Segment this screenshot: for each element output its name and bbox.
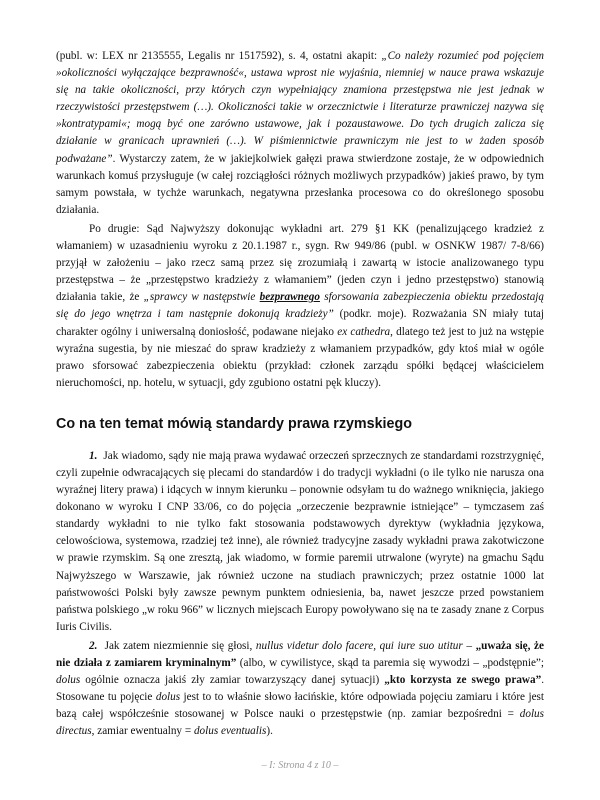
latin-term: dolus directus (56, 708, 544, 738)
text-segment: (podkr. moje). Rozważania SN miały tutaj charakter ogólny i uniwersalną doniosłość, podawane niejako (56, 308, 544, 338)
latin-maxim: nullus videtur dolo facere, qui iure suo utitur (255, 639, 463, 652)
text-segment: (publ. w: LEX nr 2135555, Legalis nr 1517592), s. 4, ostatni akapit: (56, 50, 382, 62)
text-segment: . Wystarczy zatem, że w jakiejkolwiek gałęzi prawa stwierdzone zostaje, że w odpowiednich warunkach komuś przysługuje (w całej rozciągłości różnych możliwych przypadków) jakieś prawo, by tym samym powstała, w tychże warunkach, negatywna przesłanka procesowa co do określonego sposobu działania. (56, 152, 544, 216)
emphasized-word: bezprawnego (259, 291, 320, 304)
text-segment: ). (266, 725, 273, 738)
text-segment: jest to to właśnie słowo łacińskie, które odpowiada pojęciu zamiaru i które jest bazą całej współcześnie stosowanej w Polsce nauki o przestępstwie (np. zamiar bezpośredni = (56, 691, 545, 721)
latin-term: dolus (56, 674, 81, 687)
text-segment: . Stosowane tu pojęcie (56, 674, 544, 704)
point-number: 2. (89, 639, 98, 652)
text-segment: (albo, w cywilistyce, skąd ta paremia się wywodzi – „podstępnie”; (236, 657, 544, 669)
bold-translation: „uważa się, że nie działa z zamiarem kryminalnym” (56, 639, 544, 669)
quote-segment: „sprawcy w następstwie (143, 291, 260, 304)
page-footer: – I: Strona 4 z 10 – (261, 760, 339, 771)
latin-term: dolus (155, 691, 181, 704)
text-segment: Jak wiadomo, sądy nie mają prawa wydawać orzeczeń sprzecznych ze standardami rozstrzygnięć, czyli zupełnie odwracających się plecami do standardów i do tradycji wykładni (o ile tylko nie narusza ona wyraźnej litery prawa) i idących w innym kierunku – ponownie odsyłam tu do ważnego wniknięcia, jakiego dokonano w wyroku I CNP 33/06, co do pojęcia „orzeczenie bezprawnie istniejące” – tymczasem zaś standardy wykładni to nie tylko fakt stosowania podstawowych dyrektyw (wykładnia językowa, celowościowa, systemowa, rzadziej też inne), ale również tradycyjne zasady wykładni prawa zakotwiczone w prawie rzymskim. Są one zresztą, jak wiadomo, w formie paremii utrwalone (wyryte) na gmachu Sądu Najwyższego w Warszawie, jak również uczone na studiach prawniczych; przez ostatnie 1000 lat państwowości Polski były zawsze pewnym punktem odniesienia, ba, nawet jeszcze przed powstaniem państwa polskiego „w roku 966” w licznych miejscach Europy powoływano się na te zasady znane z Corpus Iuris Civilis. (56, 449, 544, 633)
text-segment: , zamiar ewentualny = (91, 725, 194, 738)
text-segment: ogólnie oznacza jakiś zły zamiar towarzyszący danej sytuacji) (80, 674, 385, 687)
text-segment: , dlatego też jest to już na wstępie wyraźna sugestia, by nie mieszać do spraw kradzieży z włamaniem przypadków, gdy ktoś miał w ogóle prawo sforsować zabezpieczenia obiektu (przykład: członek zarządu spółki będącej właścicielem nieruchomości, np. hotelu, w sytuacji, gdy zgubiono ostatni pęk kluczy). (56, 325, 544, 389)
quote-segment: sforsowania zabezpieczenia obiektu przedostają się do jego wnętrza i tam następnie dokonują kradzieży” (56, 291, 544, 321)
paragraph-po-drugie (56, 221, 544, 392)
court-quote: „Co należy rozumieć pod pojęciem »okoliczności wyłączające bezprawność«, ustawa wprost nie wyjaśnia, niemniej w nauce prawa wskazuje się na takie okoliczności, przy których czyn wypełniający znamiona przestępstwa nie jest jednak w rzeczywistości przestępstwem (…). Okoliczności takie w orzecznictwie i literaturze prawniczej nazywa się »kontratypami«; mogą być one zarówno ustawowe, jak i pozaustawowe. Do tych drugich zalicza się działanie w granicach uprawnień (…). W piśmiennictwie prawniczym nie jest to w żaden sposób podważane” (56, 50, 544, 165)
text-segment: Jak zatem niezmiennie się głosi, (104, 639, 256, 652)
document-page (56, 48, 544, 740)
text-segment: Po drugie: Sąd Najwyższy dokonując wykładni art. 279 §1 KK (penalizującego kradzież z włamaniem) w uzasadnieniu wyroku z 20.1.1987 r., sygn. Rw 949/86 (publ. w OSNKW 1987/ 7-8/66) przyjął w założeniu – jako rzecz samą przez się zrozumiałą i zawartą w istocie analizowanego typu przestępstwa – że „przestępstwo kradzieży z włamaniem” (jeden czyn i jedno przestępstwo) stanowią działania takie, że (56, 222, 544, 304)
bold-translation: „kto korzysta ze swego prawa” (384, 674, 542, 687)
paragraph-continuation (56, 48, 544, 219)
point-2 (56, 638, 544, 741)
point-number: 1. (89, 449, 98, 462)
latin-term: dolus eventualis (193, 725, 267, 738)
point-1 (56, 448, 544, 636)
latin-term: ex cathedra (337, 325, 391, 338)
text-segment: – (462, 639, 476, 652)
section-heading: Co na ten temat mówią standardy prawa rzymskiego (56, 415, 412, 432)
